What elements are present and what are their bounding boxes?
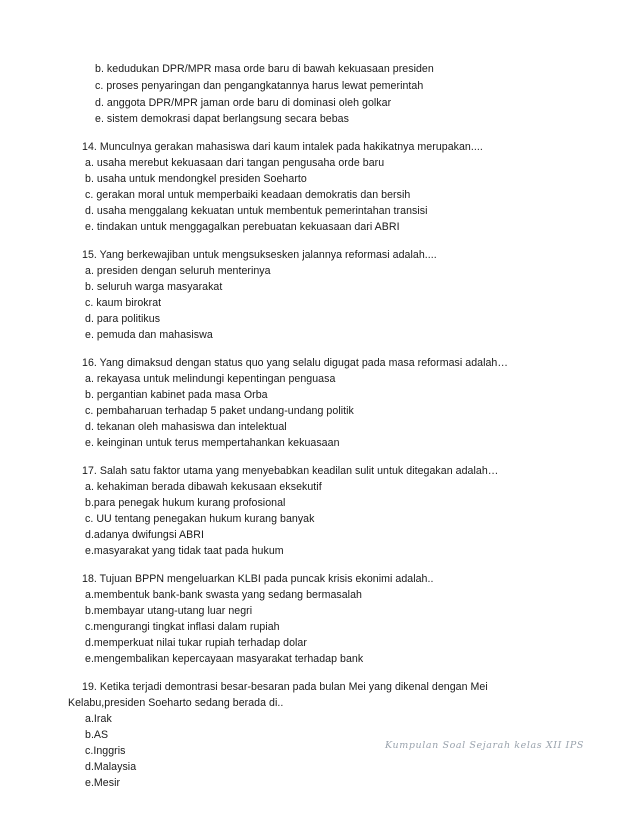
document-line: d.Malaysia xyxy=(85,761,137,773)
document-line: e.mengembalikan kepercayaan masyarakat terhadap bank xyxy=(85,653,364,665)
document-line: c.Inggris xyxy=(85,745,126,757)
document-line: c. proses penyaringan dan pengangkatannya harus lewat pemerintah xyxy=(95,80,424,92)
document-line: e. pemuda dan mahasiswa xyxy=(85,329,213,341)
document-line: c. kaum birokrat xyxy=(85,297,162,309)
document-line: b. pergantian kabinet pada masa Orba xyxy=(85,389,268,401)
document-line: e.masyarakat yang tidak taat pada hukum xyxy=(85,545,284,557)
document-line: e. tindakan untuk menggagalkan perebuatan kekuasaan dari ABRI xyxy=(85,221,400,233)
document-line: d.memperkuat nilai tukar rupiah terhadap dolar xyxy=(85,637,307,649)
document-line: c.mengurangi tingkat inflasi dalam rupiah xyxy=(85,621,280,633)
document-line: a.Irak xyxy=(85,713,112,725)
document-line: a. rekayasa untuk melindungi kepentingan penguasa xyxy=(85,373,336,385)
document-line: d. anggota DPR/MPR jaman orde baru di dominasi oleh golkar xyxy=(95,97,392,109)
document-line: b.para penegak hukum kurang profosional xyxy=(85,497,286,509)
document-line: b. seluruh warga masyarakat xyxy=(85,281,223,293)
document-line: d.adanya dwifungsi ABRI xyxy=(85,529,204,541)
document-line: d. tekanan oleh mahasiswa dan intelektual xyxy=(85,421,287,433)
document-line: b.membayar utang-utang luar negri xyxy=(85,605,253,617)
document-line: 17. Salah satu faktor utama yang menyebabkan keadilan sulit untuk ditegakan adalah… xyxy=(82,465,499,477)
document-line: b. usaha untuk mendongkel presiden Soeharto xyxy=(85,173,307,185)
document-line: b. kedudukan DPR/MPR masa orde baru di bawah kekuasaan presiden xyxy=(95,63,434,75)
document-line: 19. Ketika terjadi demontrasi besar-besaran pada bulan Mei yang dikenal dengan Mei xyxy=(82,681,488,693)
document-line: e.Mesir xyxy=(85,777,121,789)
document-line: c. UU tentang penegakan hukum kurang banyak xyxy=(85,513,315,525)
document-line: e. sistem demokrasi dapat berlangsung secara bebas xyxy=(95,113,349,125)
document-line: 15. Yang berkewajiban untuk mengsuksesken jalannya reformasi adalah.... xyxy=(82,249,437,261)
document-line: c. pembaharuan terhadap 5 paket undang-undang politik xyxy=(85,405,354,417)
document-line: d. usaha menggalang kekuatan untuk membentuk pemerintahan transisi xyxy=(85,205,428,217)
document-line: a. kehakiman berada dibawah kekusaan eksekutif xyxy=(85,481,322,493)
document-line: c. gerakan moral untuk memperbaiki keadaan demokratis dan bersih xyxy=(85,189,411,201)
document-line: a. presiden dengan seluruh menterinya xyxy=(85,265,271,277)
document-line: Kelabu,presiden Soeharto sedang berada di.. xyxy=(68,697,284,709)
page-footer: Kumpulan Soal Sejarah kelas XII IPS xyxy=(385,740,585,751)
document-line: a.membentuk bank-bank swasta yang sedang bermasalah xyxy=(85,589,362,601)
document-line: b.AS xyxy=(85,729,109,741)
document-line: 14. Munculnya gerakan mahasiswa dari kaum intalek pada hakikatnya merupakan.... xyxy=(82,141,483,153)
document-line: d. para politikus xyxy=(85,313,161,325)
document-line: a. usaha merebut kekuasaan dari tangan pengusaha orde baru xyxy=(85,157,385,169)
document-line: e. keinginan untuk terus mempertahankan kekuasaan xyxy=(85,437,340,449)
document-line: 18. Tujuan BPPN mengeluarkan KLBI pada puncak krisis ekonimi adalah.. xyxy=(82,573,434,585)
document-line: 16. Yang dimaksud dengan status quo yang selalu digugat pada masa reformasi adalah… xyxy=(82,357,509,369)
